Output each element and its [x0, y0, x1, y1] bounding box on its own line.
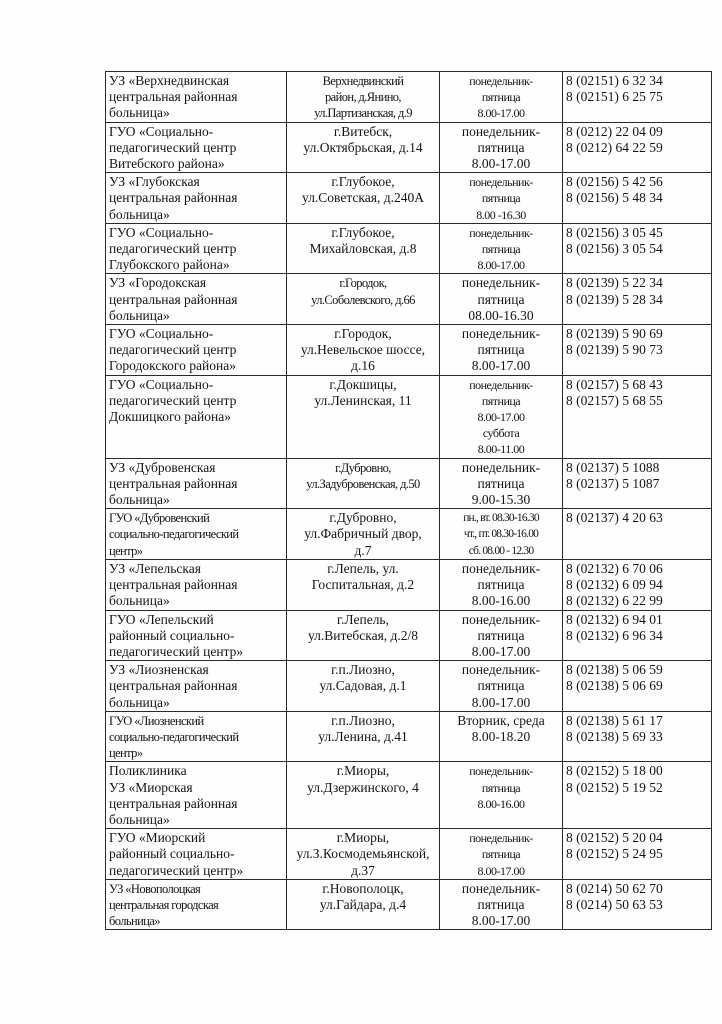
hours-line: пятница — [477, 577, 525, 593]
hours-cell — [440, 509, 563, 560]
hours-line: пятница — [481, 191, 521, 206]
hours-line: пятница — [477, 139, 525, 155]
hours-line: 8.00-18.20 — [471, 728, 531, 744]
phone-line: 8 (02152) 5 20 04 — [566, 830, 663, 846]
phone-line: 8 (0214) 50 63 53 — [566, 896, 663, 912]
table-row — [106, 559, 712, 610]
hours-line: пятница — [477, 896, 525, 912]
address-line: г.п.Лиозно, — [331, 662, 395, 678]
phone-cell — [563, 375, 712, 458]
hours-line: 8.00-17.00 — [471, 156, 531, 172]
hours-line: 8.00-17.00 — [471, 694, 531, 710]
address-line: Верхнедвинский — [322, 74, 404, 88]
organization-line: социально-педагогический — [109, 527, 239, 542]
address-line: ул.Фабричный двор, — [304, 526, 422, 542]
address-line: г.Миоры, — [336, 830, 390, 846]
phone-line: 8 (02137) 4 20 63 — [566, 510, 663, 526]
organization-line: УЗ «Дубровенская — [109, 459, 216, 475]
address-cell — [287, 661, 440, 712]
address-line: г.Городок, — [339, 276, 387, 291]
address-cell — [287, 122, 440, 173]
organization-line: центральная районная — [109, 190, 238, 206]
phone-line: 8 (02137) 5 1088 — [566, 459, 660, 475]
organization-line: Поликлиника — [109, 763, 187, 779]
address-line: г.Дубровно, — [335, 460, 391, 475]
phone-line: 8 (02138) 5 06 69 — [566, 678, 663, 694]
hours-line: понедельник- — [469, 74, 533, 88]
organization-line: Городокского района» — [109, 358, 236, 374]
hours-line: 8.00-17.00 — [477, 106, 525, 121]
organization-line: УЗ «Лиозненская — [109, 662, 209, 678]
hours-cell — [440, 879, 563, 930]
hours-cell — [440, 325, 563, 376]
hours-line: понедельник- — [469, 225, 533, 240]
address-line: г.Докшицы, — [329, 376, 397, 392]
hours-line: пятница — [481, 242, 521, 257]
organization-cell — [106, 509, 287, 560]
hours-line: понедельник- — [469, 831, 533, 846]
hours-cell — [440, 72, 563, 123]
address-line: ул.Ленинская, 11 — [314, 392, 412, 408]
organization-line: больница» — [109, 105, 170, 121]
phone-line: 8 (02139) 5 90 73 — [566, 342, 663, 358]
address-cell — [287, 509, 440, 560]
address-line: д.16 — [351, 358, 375, 374]
address-line: ул.Соболевского, д.66 — [311, 292, 415, 307]
table-row — [106, 173, 712, 224]
organization-cell — [106, 325, 287, 376]
table-row — [106, 509, 712, 560]
hours-cell — [440, 661, 563, 712]
table-row — [106, 325, 712, 376]
hours-line: суббота — [482, 426, 520, 441]
address-cell — [287, 173, 440, 224]
hours-cell — [440, 274, 563, 325]
contacts-table — [105, 71, 712, 930]
hours-line: понедельник- — [469, 175, 533, 190]
address-line: ул.Невельское шоссе, — [300, 342, 426, 358]
table-row — [106, 274, 712, 325]
organization-line: больница» — [109, 914, 160, 929]
hours-cell — [440, 173, 563, 224]
organization-cell — [106, 661, 287, 712]
phone-line: 8 (02152) 5 24 95 — [566, 846, 663, 862]
organization-line: ГУО «Лепельский — [109, 611, 214, 627]
address-line: г.Миоры, — [336, 763, 390, 779]
hours-line: понедельник- — [461, 880, 541, 896]
hours-line: 8.00-17.00 — [477, 258, 525, 273]
address-line: г.п.Лиозно, — [331, 712, 395, 728]
hours-line: пятница — [481, 90, 521, 105]
organization-line: педагогический центр — [109, 241, 237, 257]
phone-cell — [563, 223, 712, 274]
hours-line: понедельник- — [469, 377, 533, 392]
hours-cell — [440, 223, 563, 274]
organization-line: ГУО «Лиозненский — [109, 713, 204, 728]
phone-line: 8 (02156) 5 48 34 — [566, 190, 663, 206]
phone-line: 8 (02132) 6 22 99 — [566, 593, 663, 609]
organization-line: ГУО «Социально- — [109, 224, 214, 240]
table-row — [106, 223, 712, 274]
organization-line: центральная районная — [109, 89, 238, 105]
phone-cell — [563, 274, 712, 325]
hours-line: 8.00 -16.30 — [476, 207, 526, 222]
address-line: ул.Партизанская, д.9 — [314, 106, 412, 121]
table-row — [106, 829, 712, 880]
address-line: ул.Ленина, д.41 — [318, 728, 408, 744]
hours-cell — [440, 610, 563, 661]
address-line: г.Витебск, — [333, 123, 393, 139]
organization-line: Глубокского района» — [109, 257, 230, 273]
hours-line: 08.00-16.30 — [468, 307, 534, 323]
table-row — [106, 122, 712, 173]
phone-line: 8 (02139) 5 28 34 — [566, 291, 663, 307]
hours-line: пятница — [477, 475, 525, 491]
organization-line: центральная районная — [109, 577, 238, 593]
phone-line: 8 (02132) 6 96 34 — [566, 627, 663, 643]
organization-line: центральная районная — [109, 795, 238, 811]
organization-cell — [106, 122, 287, 173]
organization-line: центральная городская — [109, 897, 219, 912]
phone-cell — [563, 559, 712, 610]
address-line: Михайловская, д.8 — [309, 241, 417, 257]
phone-line: 8 (02138) 5 61 17 — [566, 712, 663, 728]
address-line: д.7 — [354, 542, 372, 558]
hours-line: понедельник- — [461, 662, 541, 678]
phone-cell — [563, 72, 712, 123]
organization-line: районный социально- — [109, 627, 235, 643]
organization-line: больница» — [109, 694, 170, 710]
address-cell — [287, 274, 440, 325]
phone-cell — [563, 122, 712, 173]
organization-cell — [106, 711, 287, 762]
hours-line: пятница — [481, 780, 521, 795]
hours-line: чт., пт. 08.30-16.00 — [463, 528, 539, 541]
phone-line: 8 (02156) 5 42 56 — [566, 174, 663, 190]
organization-line: педагогический центр — [109, 342, 237, 358]
phone-line: 8 (0214) 50 62 70 — [566, 880, 663, 896]
organization-line: педагогический центр — [109, 139, 237, 155]
organization-line: центр» — [109, 543, 143, 558]
hours-cell — [440, 122, 563, 173]
hours-line: Вторник, среда — [457, 712, 545, 728]
table-row — [106, 375, 712, 458]
address-cell — [287, 879, 440, 930]
address-cell — [287, 72, 440, 123]
hours-line: пятница — [477, 678, 525, 694]
phone-line: 8 (02152) 5 18 00 — [566, 763, 663, 779]
address-line: район, д.Янино, — [325, 90, 401, 105]
address-line: ул.Задубровенская, д.50 — [306, 476, 420, 491]
address-line: ул.З.Космодемьянской, — [296, 846, 430, 862]
phone-line: 8 (02156) 3 05 54 — [566, 241, 663, 257]
hours-line: понедельник- — [461, 326, 541, 342]
organization-cell — [106, 610, 287, 661]
hours-line: 8.00-17.00 — [471, 358, 531, 374]
hours-line: понедельник- — [461, 275, 541, 291]
phone-line: 8 (02132) 6 09 94 — [566, 577, 663, 593]
organization-line: больница» — [109, 593, 170, 609]
table-row — [106, 458, 712, 509]
organization-cell — [106, 223, 287, 274]
organization-line: больница» — [109, 206, 170, 222]
phone-line: 8 (02138) 5 69 33 — [566, 728, 663, 744]
address-line: г.Лепель, — [337, 611, 389, 627]
organization-line: УЗ «Верхнедвинская — [109, 73, 230, 88]
table-row — [106, 610, 712, 661]
phone-line: 8 (02156) 3 05 45 — [566, 224, 663, 240]
organization-line: ГУО «Миорский — [109, 830, 206, 846]
organization-line: педагогический центр» — [109, 643, 244, 659]
organization-line: ГУО «Социально- — [109, 326, 214, 342]
phone-cell — [563, 879, 712, 930]
phone-cell — [563, 173, 712, 224]
phone-line: 8 (02157) 5 68 55 — [566, 392, 663, 408]
organization-cell — [106, 559, 287, 610]
phone-cell — [563, 711, 712, 762]
phone-line: 8 (02132) 6 70 06 — [566, 560, 663, 576]
phone-line: 8 (02138) 5 06 59 — [566, 662, 663, 678]
address-line: ул.Гайдара, д.4 — [319, 896, 407, 912]
organization-line: районный социально- — [109, 846, 235, 862]
hours-cell — [440, 711, 563, 762]
hours-line: пятница — [481, 393, 521, 408]
address-line: ул.Дзержинского, 4 — [307, 779, 419, 795]
organization-line: центральная районная — [109, 291, 238, 307]
organization-line: Докшицкого района» — [109, 409, 231, 425]
organization-line: Витебского района» — [109, 156, 225, 172]
hours-line: 8.00-11.00 — [477, 442, 525, 457]
hours-line: понедельник- — [461, 611, 541, 627]
address-cell — [287, 711, 440, 762]
organization-line: УЗ «Глубокская — [109, 174, 200, 190]
hours-line: пятница — [481, 847, 521, 862]
address-cell — [287, 559, 440, 610]
address-line: г.Глубокое, — [331, 174, 395, 190]
phone-line: 8 (02132) 6 94 01 — [566, 611, 663, 627]
address-cell — [287, 458, 440, 509]
organization-line: центр» — [109, 746, 143, 761]
organization-line: центральная районная — [109, 475, 238, 491]
organization-line: УЗ «Городокская — [109, 275, 207, 291]
table-row — [106, 762, 712, 829]
hours-line: сб. 08.00 - 12.30 — [468, 544, 534, 557]
address-cell — [287, 325, 440, 376]
phone-line: 8 (0212) 64 22 59 — [566, 139, 663, 155]
organization-line: УЗ «Миорская — [109, 779, 193, 795]
phone-line: 8 (02152) 5 19 52 — [566, 779, 663, 795]
organization-cell — [106, 274, 287, 325]
phone-cell — [563, 762, 712, 829]
phone-line: 8 (0212) 22 04 09 — [566, 123, 663, 139]
address-cell — [287, 610, 440, 661]
address-line: г.Дубровно, — [329, 510, 397, 526]
organization-line: социально-педагогический — [109, 729, 239, 744]
organization-line: больница» — [109, 811, 170, 827]
hours-cell — [440, 559, 563, 610]
hours-cell — [440, 762, 563, 829]
address-line: г.Новополоцк, — [322, 880, 404, 896]
phone-cell — [563, 829, 712, 880]
hours-line: понедельник- — [461, 123, 541, 139]
hours-line: пн., вт. 08.30-16.30 — [463, 512, 539, 525]
organization-line: УЗ «Лепельская — [109, 560, 201, 576]
hours-cell — [440, 375, 563, 458]
phone-cell — [563, 610, 712, 661]
organization-line: УЗ «Новополоцкая — [109, 881, 201, 896]
organization-line: больница» — [109, 492, 170, 508]
hours-line: понедельник- — [461, 459, 541, 475]
hours-line: пятница — [477, 342, 525, 358]
organization-cell — [106, 173, 287, 224]
phone-cell — [563, 661, 712, 712]
address-line: ул.Садовая, д.1 — [319, 678, 407, 694]
hours-line: понедельник- — [469, 764, 533, 779]
hours-line: 8.00-17.00 — [477, 863, 525, 878]
phone-line: 8 (02139) 5 22 34 — [566, 275, 663, 291]
organization-cell — [106, 375, 287, 458]
table-row — [106, 879, 712, 930]
address-cell — [287, 829, 440, 880]
organization-cell — [106, 879, 287, 930]
phone-cell — [563, 325, 712, 376]
phone-cell — [563, 458, 712, 509]
organization-line: ГУО «Дубровенский — [109, 511, 210, 526]
phone-line: 8 (02137) 5 1087 — [566, 475, 660, 491]
phone-line: 8 (02157) 5 68 43 — [566, 376, 663, 392]
hours-line: пятница — [477, 627, 525, 643]
organization-cell — [106, 72, 287, 123]
organization-line: педагогический центр — [109, 392, 237, 408]
hours-line: 8.00-16.00 — [471, 593, 531, 609]
address-line: д.37 — [351, 862, 375, 878]
table-row — [106, 661, 712, 712]
hours-cell — [440, 458, 563, 509]
hours-cell — [440, 829, 563, 880]
phone-cell — [563, 509, 712, 560]
phone-line: 8 (02151) 6 25 75 — [566, 89, 663, 105]
organization-cell — [106, 829, 287, 880]
hours-line: 8.00-16.00 — [477, 796, 525, 811]
organization-line: ГУО «Социально- — [109, 376, 214, 392]
hours-line: пятница — [477, 291, 525, 307]
phone-line: 8 (02151) 6 32 34 — [566, 73, 663, 88]
organization-line: больница» — [109, 307, 170, 323]
address-line: ул.Советская, д.240А — [302, 190, 424, 206]
phone-line: 8 (02139) 5 90 69 — [566, 326, 663, 342]
table-row — [106, 711, 712, 762]
hours-line: понедельник- — [461, 560, 541, 576]
organization-cell — [106, 762, 287, 829]
organization-line: центральная районная — [109, 678, 238, 694]
hours-line: 8.00-17.00 — [471, 643, 531, 659]
hours-line: 9.00-15.30 — [471, 492, 531, 508]
address-line: ул.Октябрьская, д.14 — [303, 139, 423, 155]
hours-line: 8.00-17.00 — [477, 410, 525, 425]
address-line: ул.Витебская, д.2/8 — [307, 627, 419, 643]
address-line: г.Городок, — [334, 326, 392, 342]
address-line: г.Глубокое, — [331, 224, 395, 240]
hours-line: 8.00-17.00 — [471, 913, 531, 929]
organization-line: ГУО «Социально- — [109, 123, 214, 139]
address-line: Госпитальная, д.2 — [311, 577, 415, 593]
table-body — [106, 72, 712, 930]
organization-line: педагогический центр» — [109, 862, 244, 878]
table-row — [106, 72, 712, 123]
address-cell — [287, 223, 440, 274]
address-line: г.Лепель, ул. — [327, 560, 399, 576]
address-cell — [287, 762, 440, 829]
address-cell — [287, 375, 440, 458]
organization-cell — [106, 458, 287, 509]
